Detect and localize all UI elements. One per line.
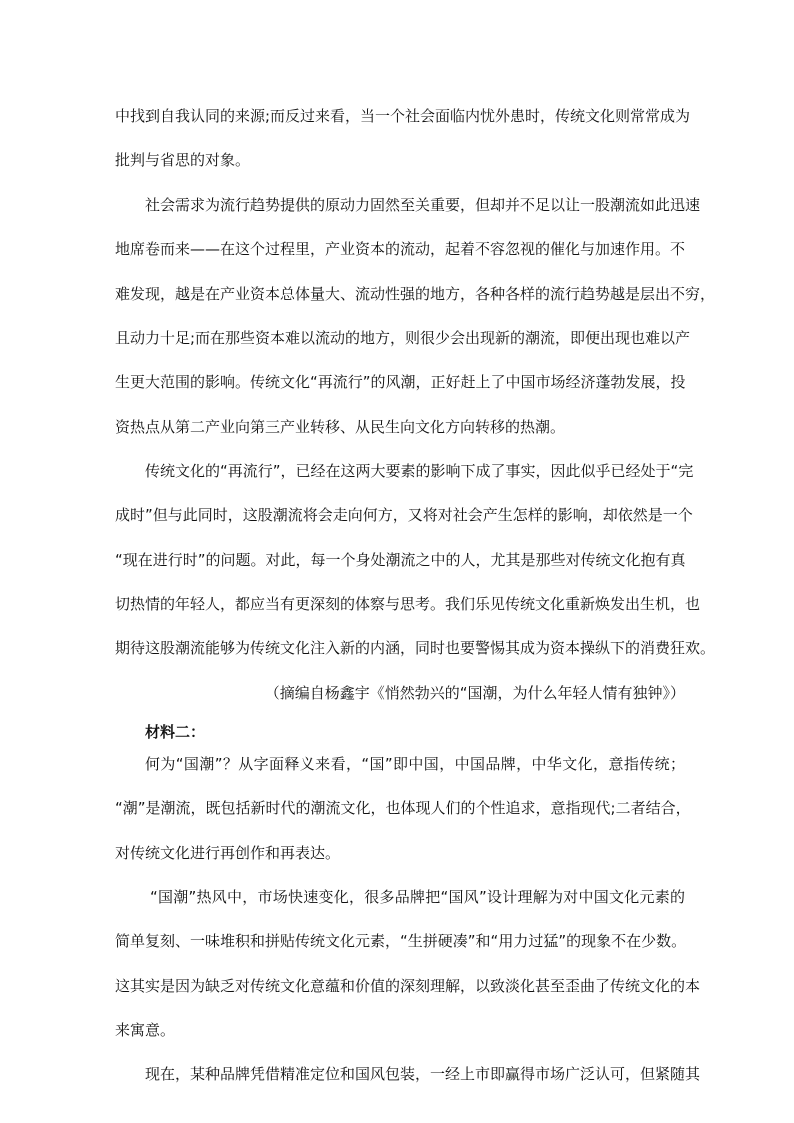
paragraph-first-line: 何为“国潮”？从字面释义来看，“国”即中国，中国品牌，中华文化，意指传统；	[145, 755, 685, 773]
text-line: 中找到自我认同的来源;而反过来看，当一个社会面临内忧外患时，传统文化则常常成为	[115, 107, 691, 125]
text-line: 成时”但与此同时，这股潮流将会走向何方，又将对社会产生怎样的影响，却依然是一个	[115, 506, 693, 524]
text-line: 且动力十足;而在那些资本难以流动的地方，则很少会出现新的潮流，即便出现也难以产	[115, 329, 691, 347]
text-line: 期待这股潮流能够为传统文化注入新的内涵，同时也要警惕其成为资本操纵下的消费狂欢。	[115, 639, 716, 657]
paragraph-first-line: “国潮”热风中，市场快速变化，很多品牌把“国风”设计理解为对中国文化元素的	[150, 888, 685, 906]
section-heading: 材料二：	[145, 723, 206, 741]
paragraph-first-line: 传统文化的“再流行”，已经在这两大要素的影响下成了事实，因此似乎已经处于“完	[145, 462, 694, 480]
text-line: 生更大范围的影响。传统文化“再流行”的风潮，正好赶上了中国市场经济蓬勃发展，投	[115, 373, 686, 391]
paragraph-first-line: 现在，某种品牌凭借精准定位和国风包装，一经上市即赢得市场广泛认可，但紧随其	[145, 1065, 701, 1083]
text-line: “潮”是潮流，既包括新时代的潮流文化，也体现人们的个性追求，意指现代;二者结合，	[115, 799, 691, 817]
text-line: 资热点从第二产业向第三产业转移、从民生向文化方向转移的热潮。	[115, 418, 566, 436]
text-line: 地席卷而来——在这个过程里，产业资本的流动，起着不容忽视的催化与加速作用。不	[115, 240, 686, 258]
text-line: 对传统文化进行再创作和再表达。	[115, 844, 341, 862]
text-line: 难发现，越是在产业资本总体量大、流动性强的地方，各种各样的流行趋势越是层出不穷，	[115, 285, 716, 303]
text-line: 切热情的年轻人，都应当有更深刻的体察与思考。我们乐见传统文化重新焕发出生机，也	[115, 595, 701, 613]
source-citation: （摘编自杨鑫宇《悄然勃兴的“国潮，为什么年轻人情有独钟》）	[264, 684, 685, 702]
text-line: 简单复刻、一味堆积和拼贴传统文化元素，“生拼硬凑”和“用力过猛”的现象不在少数。	[115, 932, 687, 950]
text-line: “现在进行时”的问题。对此，每一个身处潮流之中的人，尤其是那些对传统文化抱有真	[115, 551, 686, 569]
text-line: 批判与省思的对象。	[115, 151, 251, 169]
text-line: 来寓意。	[115, 1021, 176, 1039]
text-line: 这其实是因为缺乏对传统文化意蕴和价值的深刻理解，以致淡化甚至歪曲了传统文化的本	[115, 977, 701, 995]
paragraph-first-line: 社会需求为流行趋势提供的原动力固然至关重要，但却并不足以让一股潮流如此迅速	[145, 196, 701, 214]
